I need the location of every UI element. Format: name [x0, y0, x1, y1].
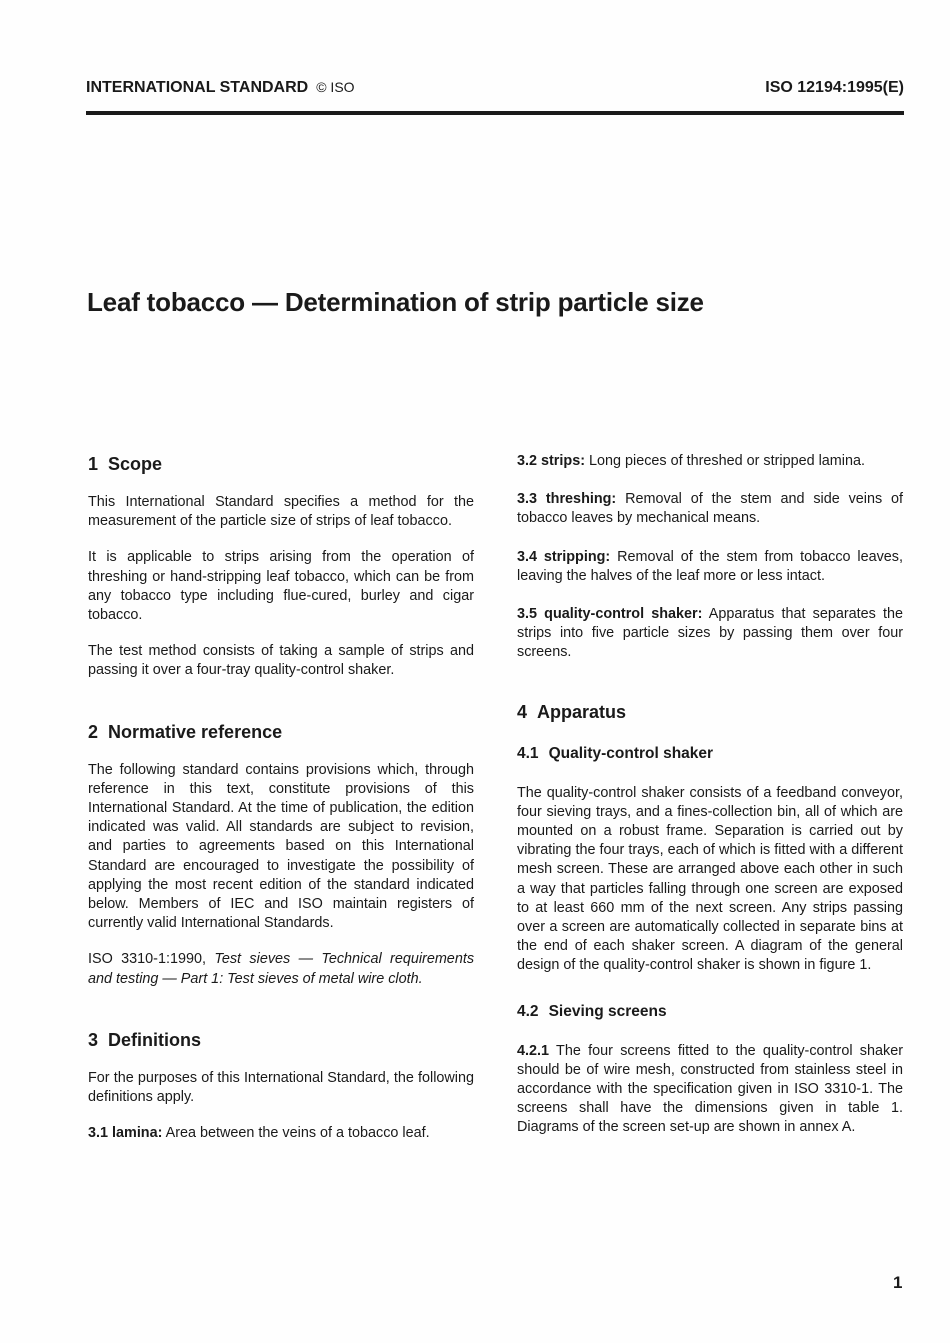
- paragraph: For the purposes of this International Standard, the following definitions apply.: [88, 1069, 474, 1106]
- section-number: 4: [517, 701, 528, 722]
- definition-number: 3.1: [88, 1125, 109, 1142]
- paragraph: It is applicable to strips arising from the operation of threshing or hand-stripping leaf tobacco, which can be from any tobacco type including flue-cured, burley and cigar tobacco.: [88, 549, 474, 624]
- page-header: [86, 79, 904, 103]
- clause-number: 4.2.1: [517, 1042, 550, 1059]
- section-number: 2: [88, 721, 99, 742]
- definition-3-3: [517, 490, 903, 528]
- subsection-heading-sieving-screens: [517, 1002, 903, 1022]
- definition-number: 3.2: [517, 453, 538, 469]
- header-document-code: ISO 12194:1995(E): [765, 79, 904, 96]
- section-heading-normative-reference: [88, 720, 474, 744]
- subsection-title: Quality-control shaker: [548, 744, 714, 762]
- section-heading-scope: [88, 452, 474, 476]
- header-copyright: © ISO: [316, 79, 355, 95]
- section-number: 3: [88, 1029, 99, 1050]
- definition-term: threshing:: [545, 491, 617, 508]
- header-rule: [86, 111, 904, 115]
- header-left: [86, 79, 355, 97]
- reference-title: Test sieves — Technical requirements and testing — Part 1: Test sieves of metal wire cloth.: [88, 951, 475, 987]
- definition-term: stripping:: [543, 548, 611, 565]
- paragraph: The quality-control shaker consists of a feedband conveyor, four sieving trays, and a fines-collection bin, all of which are mounted on a robust frame. Separation is carried out by vibrating the four trays, each of which is fitted with a different mesh screen. These are arranged above each other in such a way that particles falling through one screen are exposed to at least 660 mm of the next screen. Any strips passing over a screen are automatically collected in separate bins at the end of each shaker screen. A diagram of the general design of the quality-control shaker is shown in figure 1.: [517, 784, 903, 974]
- section-title: Apparatus: [537, 701, 627, 722]
- definition-number: 3.3: [517, 491, 538, 508]
- definition-3-5: [517, 605, 903, 663]
- definition-text: Area between the veins of a tobacco leaf.: [165, 1125, 430, 1142]
- paragraph: The test method consists of taking a sample of strips and passing it over a four-tray quality-control shaker.: [88, 643, 474, 679]
- definition-3-1: [88, 1124, 474, 1143]
- section-title: Scope: [108, 454, 163, 474]
- header-standard-label: INTERNATIONAL STANDARD: [86, 79, 309, 96]
- definition-number: 3.4: [517, 548, 538, 565]
- clause-text: The four screens fitted to the quality-control shaker should be of wire mesh, constructed from stainless steel in accordance with the specification given in ISO 3310-1. The screens shall have the dimensions given in table 1. Diagrams of the screen set-up are shown in annex A.: [517, 1042, 903, 1136]
- definition-text: Removal of the stem and side veins of tobacco leaves by mechanical means.: [517, 491, 904, 527]
- definition-3-2: [517, 452, 903, 471]
- section-heading-definitions: [88, 1028, 474, 1052]
- clause-4-2-1: [517, 1042, 903, 1138]
- definition-term: lamina:: [112, 1125, 163, 1142]
- subsection-number: 4.2: [517, 1002, 539, 1020]
- document-title: Leaf tobacco — Determination of strip particle size: [87, 287, 704, 317]
- definition-text: Long pieces of threshed or stripped lamina.: [589, 453, 865, 469]
- definition-text: Removal of the stem from tobacco leaves, leaving the halves of the leaf more or less intact.: [517, 548, 903, 584]
- left-column: [88, 452, 474, 1143]
- definition-text: Apparatus that separates the strips into five particle sizes by passing them over four screens.: [517, 606, 903, 661]
- section-heading-apparatus: [517, 700, 903, 724]
- subsection-number: 4.1: [517, 744, 539, 762]
- section-title: Normative reference: [108, 721, 283, 742]
- paragraph: This International Standard specifies a method for the measurement of the particle size of strips of leaf tobacco.: [88, 494, 474, 530]
- paragraph: The following standard contains provisions which, through reference in this text, constitute provisions of this International Standard. At the time of publication, the edition indicated was valid. All standards are subject to revision, and parties to agreements based on this International Standard are encouraged to investigate the possibility of applying the most recent edition of the standard indicated below. Members of IEC and ISO maintain registers of currently valid International Standards.: [88, 761, 474, 932]
- section-title: Definitions: [108, 1029, 202, 1050]
- section-number: 1: [88, 454, 99, 474]
- reference-code: ISO 3310-1:1990,: [88, 951, 206, 968]
- subsection-title: Sieving screens: [548, 1002, 667, 1020]
- definition-term: strips:: [541, 453, 585, 469]
- reference-entry: [88, 950, 474, 988]
- right-column: [517, 452, 903, 1138]
- definition-term: quality-control shaker:: [544, 606, 703, 623]
- subsection-heading-quality-control-shaker: [517, 744, 903, 764]
- page-number: 1: [893, 1273, 903, 1292]
- definition-number: 3.5: [517, 606, 538, 623]
- definition-3-4: [517, 548, 903, 586]
